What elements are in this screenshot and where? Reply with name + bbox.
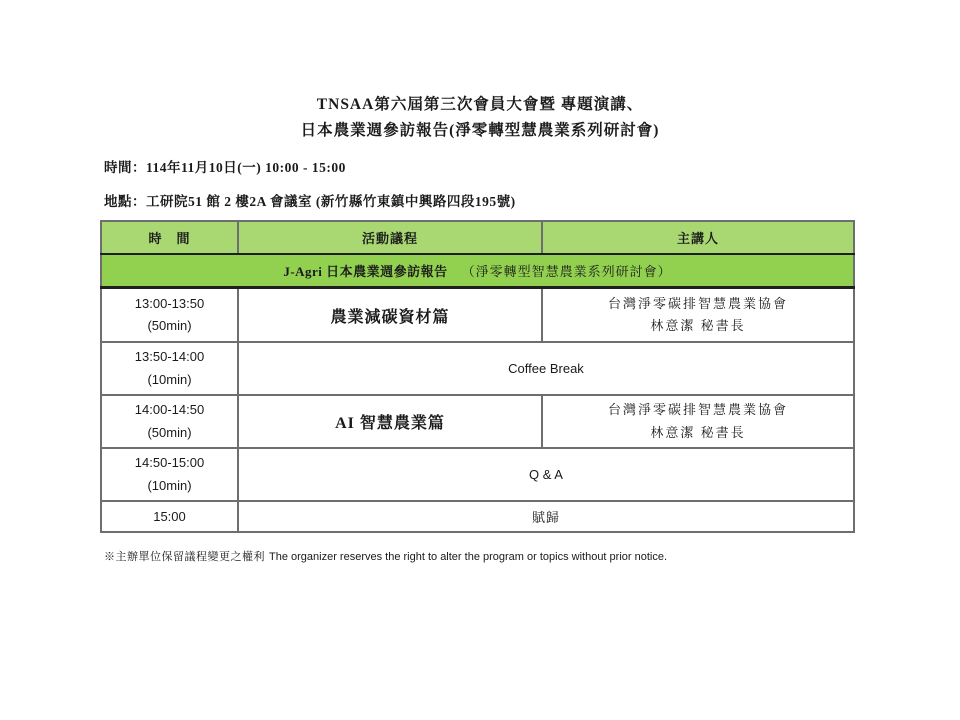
session-1-speaker-org: 台灣淨零碳排智慧農業協會 [607, 295, 788, 311]
table-row [101, 501, 854, 532]
session-1-time: 13:00-13:50 [134, 295, 205, 311]
closing-cell: 賦歸 [238, 501, 854, 532]
header-time: 時 間 [101, 221, 238, 254]
session-2-speaker-name: 林意潔 秘書長 [650, 424, 746, 440]
session-2-time-cell [101, 395, 238, 448]
table-row [101, 448, 854, 501]
event-time: 時間：114年11月10日(一) 10:00 - 15:00 [104, 160, 346, 175]
header-program: 活動議程 [238, 221, 542, 254]
page-title [0, 92, 960, 144]
session-1-speaker-cell [542, 288, 854, 343]
session-1-speaker-name: 林意潔 秘書長 [650, 318, 746, 334]
section-title-cell [101, 254, 854, 288]
event-location: 地點：工研院51 館 2 樓2A 會議室 (新竹縣竹東鎮中興路四段195號) [104, 194, 516, 209]
session-2-speaker-cell [542, 395, 854, 448]
coffee-break-cell: Coffee Break [238, 342, 854, 395]
session-1-time-cell [101, 288, 238, 343]
qa-duration: (10min) [147, 477, 192, 493]
session-2-time: 14:00-14:50 [134, 402, 205, 418]
disclaimer-note [104, 548, 667, 564]
session-2-topic: AI 智慧農業篇 [238, 395, 542, 448]
break-time-cell [101, 342, 238, 395]
table-row [101, 288, 854, 343]
session-2-speaker-org: 台灣淨零碳排智慧農業協會 [607, 402, 788, 418]
closing-time: 15:00 [101, 501, 238, 532]
disclaimer-zh: ※主辦單位保留議程變更之權利 [104, 551, 265, 563]
qa-time-cell [101, 448, 238, 501]
session-1-topic: 農業減碳資材篇 [238, 288, 542, 343]
title-line-2: 日本農業週參訪報告(淨零轉型慧農業系列研討會) [300, 122, 660, 139]
header-speaker: 主講人 [542, 221, 854, 254]
session-2-duration: (50min) [147, 424, 192, 440]
disclaimer-en: The organizer reserves the right to alter the program or topics without prior notice. [269, 551, 668, 563]
section-title-row [101, 254, 854, 288]
break-time: 13:50-14:00 [134, 349, 205, 365]
qa-time: 14:50-15:00 [134, 455, 205, 471]
qa-cell: Q & A [238, 448, 854, 501]
table-header-row [101, 221, 854, 254]
section-title-main: J-Agri 日本農業週參訪報告 [283, 264, 448, 279]
break-duration: (10min) [147, 371, 192, 387]
section-title-sub: （淨零轉型智慧農業系列研討會） [461, 264, 672, 279]
table-row [101, 395, 854, 448]
session-1-duration: (50min) [147, 318, 192, 334]
agenda-table [100, 220, 855, 533]
title-line-1: TNSAA第六屆第三次會員大會暨 專題演講、 [316, 96, 644, 113]
table-row [101, 342, 854, 395]
